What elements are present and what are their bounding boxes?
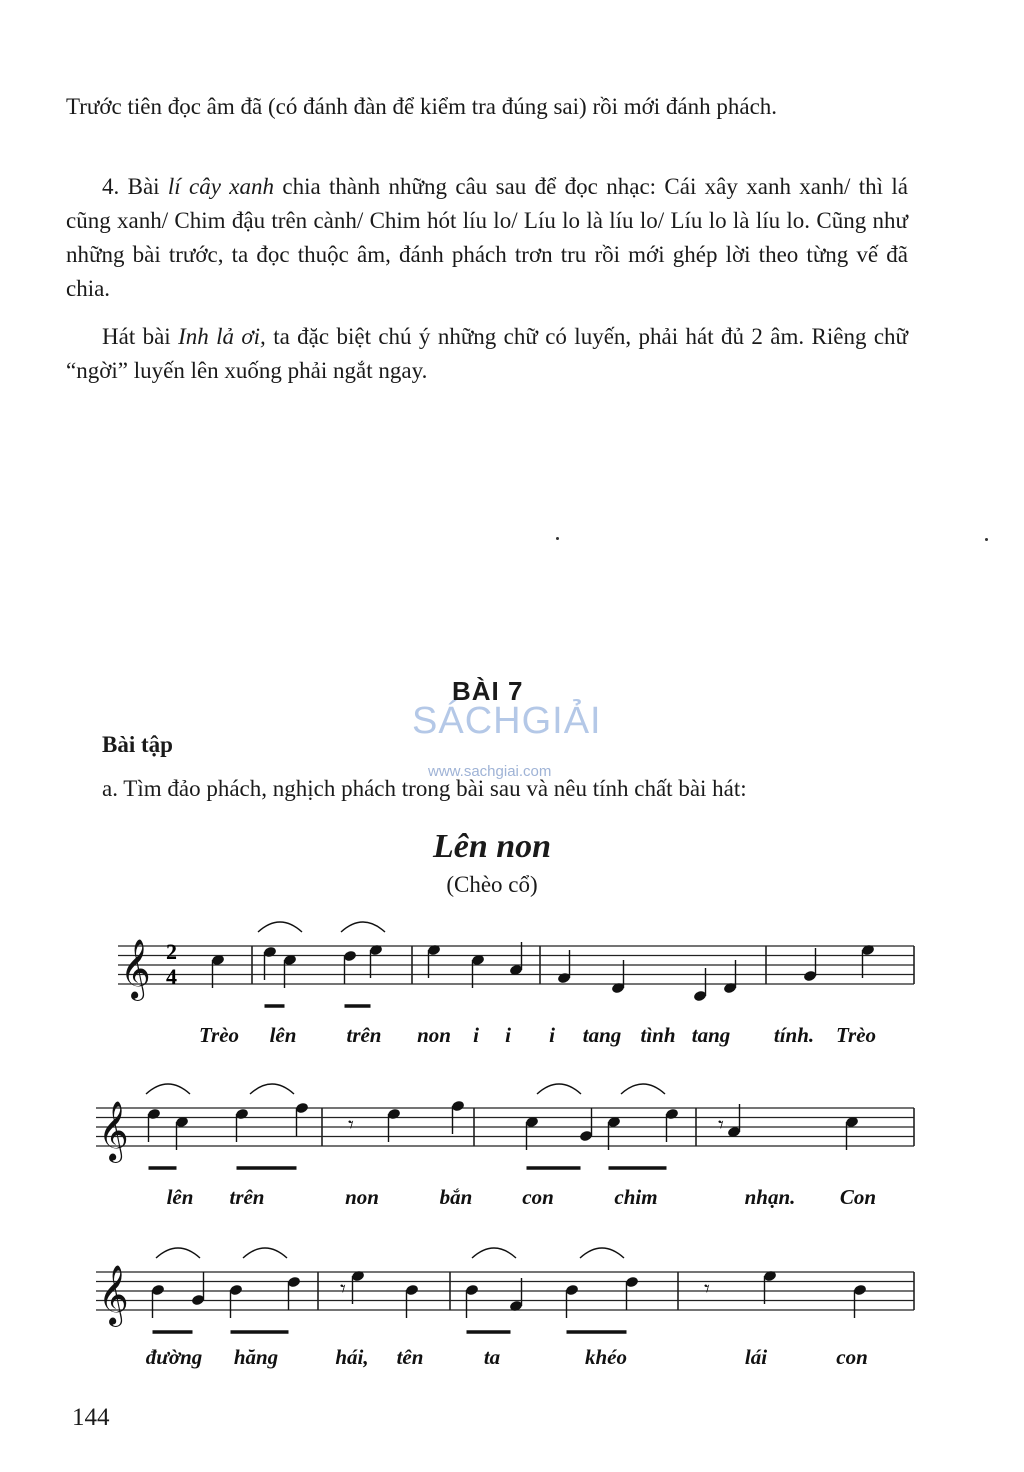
paragraph-text-c: ta đặc biệt chú ý những chữ có luyến, phải hát đủ 2 âm. Riêng chữ “ngời” luyến lên xuống phải ngắt ngay. [66, 324, 908, 383]
lyric-syllable: i [549, 1023, 555, 1047]
slur [580, 1248, 624, 1258]
lyric-syllable: hăng [233, 1345, 279, 1369]
paragraph-text: Trước tiên đọc âm đã (có đánh đàn để kiểm tra đúng sai) rồi mới đánh phách. [66, 94, 778, 119]
lyric-syllable: nhạn. [744, 1185, 796, 1209]
song-subtitle: (Chèo cổ) [446, 872, 538, 897]
lyric-syllable: Con [839, 1185, 877, 1209]
lyric-syllable: tình [640, 1023, 676, 1047]
lyric-syllable: non [345, 1185, 379, 1209]
song-name-italic: lí cây xanh [167, 174, 275, 199]
staff-lines [96, 946, 914, 1310]
lyric-syllable: lái [744, 1345, 768, 1369]
time-signature-top: 2 [166, 939, 177, 964]
slur [537, 1084, 581, 1094]
song-name-italic: Inh lả ơi, [178, 324, 266, 349]
slur [258, 922, 302, 932]
time-signature-bottom: 4 [166, 964, 177, 989]
lyric-syllable: con [522, 1185, 554, 1209]
lyric-syllable: hái, [335, 1345, 369, 1369]
paragraph-text-a: 4. Bài [102, 174, 168, 199]
lyric-syllable: con [836, 1345, 868, 1369]
lyric-syllable: non [417, 1023, 451, 1047]
slur [341, 922, 385, 932]
exercise-instruction: a. Tìm đảo phách, nghịch phách trong bài sau và nêu tính chất bài hát: [102, 776, 747, 801]
lyrics [146, 1023, 876, 1369]
lyric-syllable: tang [582, 1023, 622, 1047]
lyric-syllable: trên [346, 1023, 382, 1047]
lyric-syllable: khéo [585, 1345, 627, 1369]
slur [250, 1084, 294, 1094]
slur [146, 1084, 190, 1094]
lyric-syllable: lên [269, 1023, 297, 1047]
paragraph-text-c: chia thành những câu sau để đọc nhạc: Cái xây xanh xanh/ thì lá cũng xanh/ Chim đậu trên cành/ Chim hót líu lo/ Líu lo là líu lo/ Líu lo là líu lo. Cũng như những bài trước, ta đọc thuộc âm, đánh phách trơn tru rồi mới ghép lời theo từng vế đã chia. [66, 174, 908, 301]
lyric-syllable: tên [396, 1345, 424, 1369]
treble-clef-icon: 𝄞 [98, 1265, 129, 1325]
lyric-syllable: lên [166, 1185, 194, 1209]
eighth-rest-icon: 𝄾 [348, 1113, 354, 1138]
lyric-syllable: i [473, 1023, 479, 1047]
eighth-rest-icon: 𝄾 [718, 1113, 724, 1138]
slur [621, 1084, 665, 1094]
lesson-heading: BÀI 7 [452, 676, 524, 706]
watermark-url: www.sachgiai.com [428, 763, 552, 780]
lyric-syllable: Trèo [835, 1023, 877, 1047]
eighth-rest-icon: 𝄾 [340, 1277, 346, 1302]
lyric-syllable: đường [145, 1345, 203, 1369]
exercise-subheading: Bài tập [102, 732, 173, 757]
eighth-rest-icon: 𝄾 [704, 1277, 710, 1302]
lyric-syllable: Trèo [198, 1023, 240, 1047]
lyric-syllable: ta [483, 1345, 501, 1369]
lyric-syllable: bắn [439, 1185, 473, 1209]
watermark-logo-text: SÁCHGIẢI [412, 700, 602, 742]
slurs [146, 922, 665, 1258]
lyric-syllable: i [505, 1023, 511, 1047]
song-title: Lên non [432, 828, 552, 865]
treble-clefs [98, 939, 151, 1327]
slur [472, 1248, 516, 1258]
treble-clef-icon: 𝄞 [120, 939, 151, 999]
page-number: 144 [72, 1404, 110, 1431]
lyric-syllable: chim [614, 1185, 658, 1209]
slur [243, 1248, 287, 1258]
lyric-syllable: tính. [773, 1023, 815, 1047]
slur [156, 1248, 200, 1258]
treble-clef-icon: 𝄞 [98, 1101, 129, 1161]
lyric-syllable: trên [229, 1185, 265, 1209]
paragraph-text-a: Hát bài [102, 324, 179, 349]
lyric-syllable: tang [691, 1023, 731, 1047]
